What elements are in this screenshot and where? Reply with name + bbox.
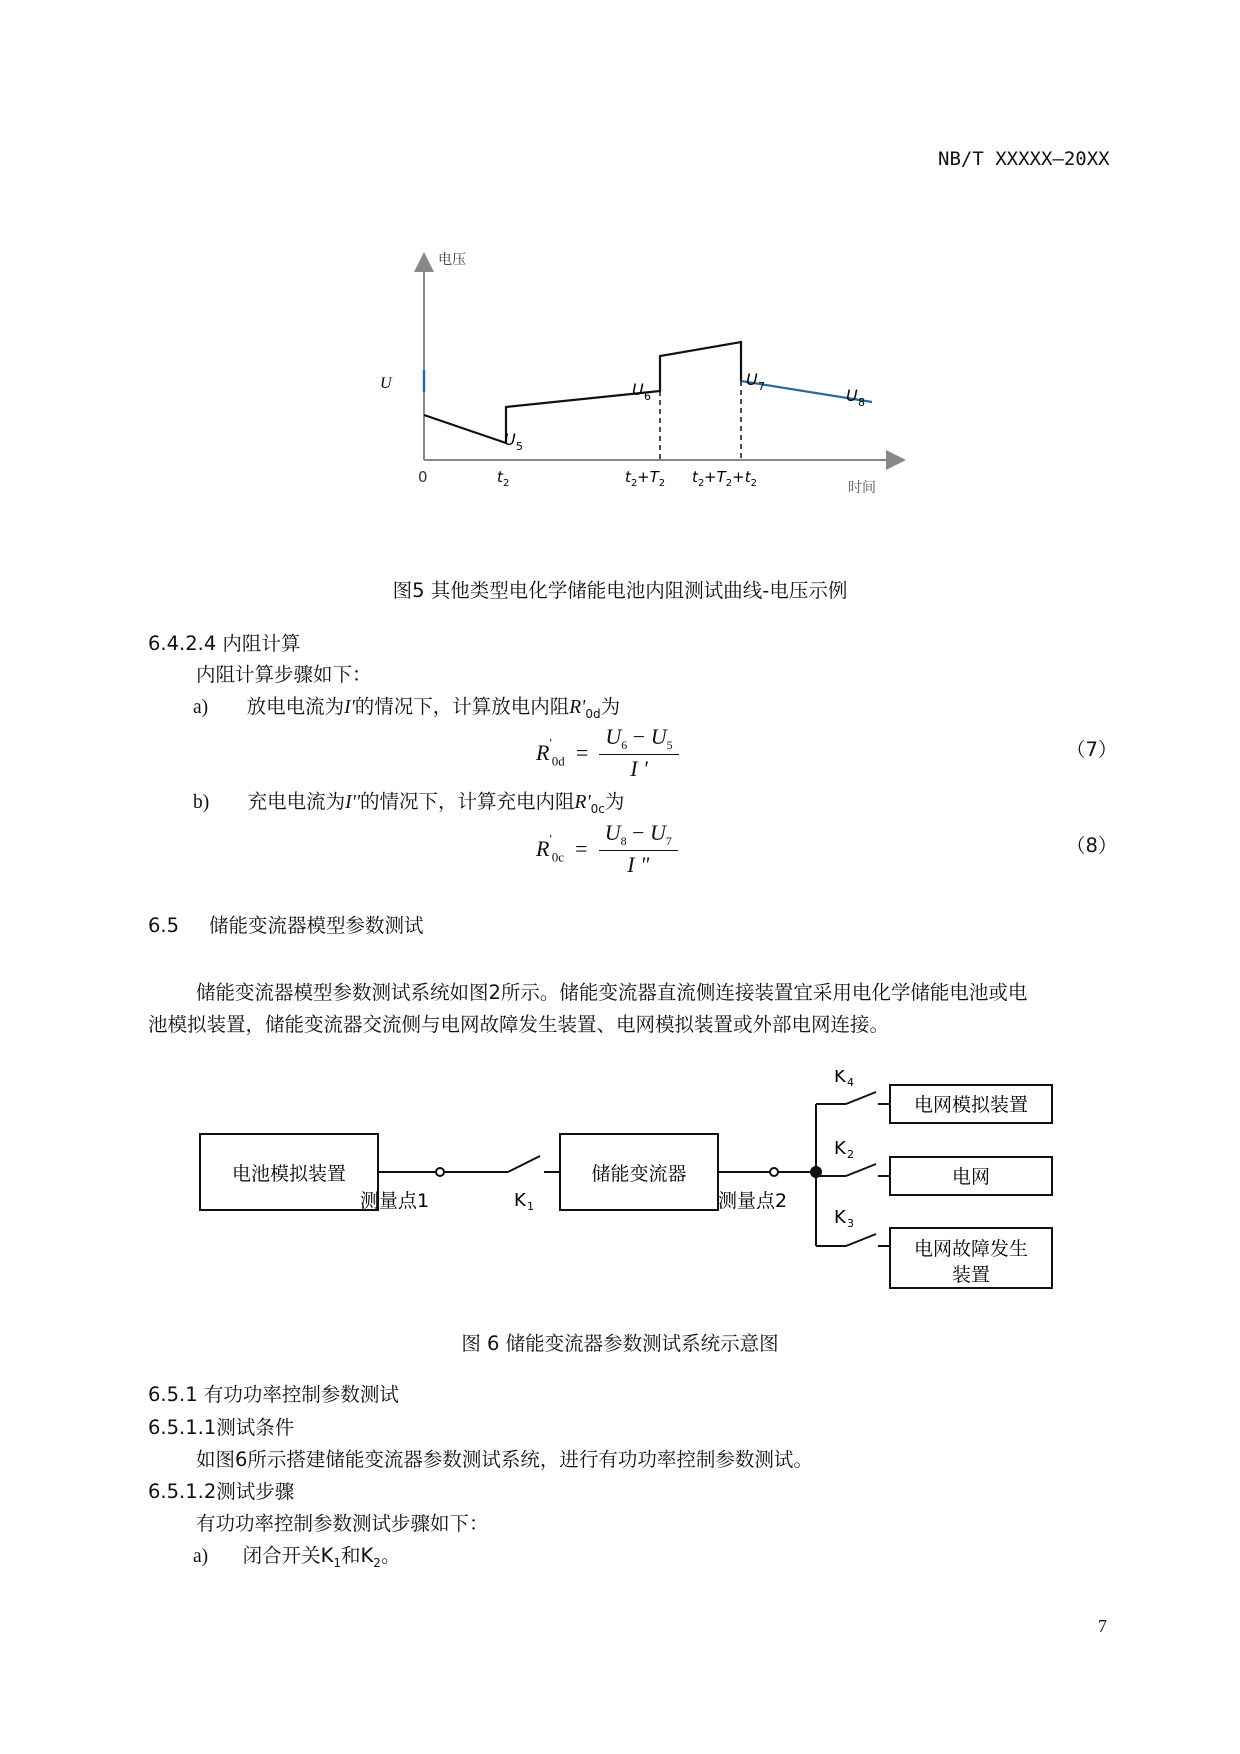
k3-sub: 3 bbox=[847, 1217, 854, 1230]
switch-k4 bbox=[846, 1092, 876, 1104]
section-6424-intro: 内阻计算步骤如下： bbox=[196, 663, 372, 686]
y-axis-label: 电压 bbox=[438, 252, 466, 268]
tick-t2T2-main: t bbox=[625, 468, 631, 486]
label-u8-sub: 8 bbox=[858, 396, 865, 409]
section-6424-heading: 6.4.2.4 内阻计算 bbox=[148, 632, 301, 655]
tick-t2T2t2-rest: $+T_2+t_2$ bbox=[704, 468, 757, 489]
converter-label: 储能变流器 bbox=[591, 1163, 687, 1185]
section-6512-heading: 6.5.1.2测试步骤 bbox=[148, 1480, 295, 1503]
voltage-curve bbox=[424, 342, 741, 443]
document-code: NB/T XXXXX—20XX bbox=[938, 148, 1110, 170]
tick-t2-main: t bbox=[497, 468, 503, 486]
equation-8-number: （8） bbox=[1066, 834, 1118, 857]
item-b-line: b) 充电电流为I''的情况下，计算充电内阻$R'_{0c}$为 bbox=[193, 790, 625, 816]
grid-sim-label: 电网模拟装置 bbox=[913, 1094, 1029, 1116]
section-65-heading: 6.5 储能变流器模型参数测试 bbox=[148, 914, 424, 937]
k1-label: K bbox=[514, 1190, 526, 1211]
label-u6-main: U bbox=[632, 380, 644, 399]
label-u5-main: U bbox=[504, 430, 516, 449]
equation-8: $R'_{0c}$ = $\frac{U_8 - U_7}{I "}$ bbox=[536, 820, 678, 878]
section-6511-text: 如图6所示搭建储能变流器参数测试系统，进行有功功率控制参数测试。 bbox=[196, 1448, 813, 1471]
tick-t2T2-rest: $+T_2$ bbox=[637, 468, 666, 489]
item-a-marker: a) bbox=[193, 697, 209, 718]
label-u7-sub: 7 bbox=[758, 380, 765, 393]
measure-point-1 bbox=[436, 1168, 444, 1176]
x-axis-label: 时间 bbox=[848, 480, 876, 496]
tick-t2T2t2-sub: 2 bbox=[698, 478, 705, 489]
tick-t2T2t2-main: t bbox=[692, 468, 698, 486]
fault-label-line2: 装置 bbox=[951, 1264, 991, 1286]
switch-k3 bbox=[846, 1234, 876, 1246]
section-65-paragraph-line2: 池模拟装置，储能变流器交流侧与电网故障发生装置、电网模拟装置或外部电网连接。 bbox=[148, 1013, 890, 1036]
origin-label: 0 bbox=[418, 468, 428, 486]
label-u: U bbox=[380, 375, 392, 392]
equation-7: $R'_{0d}$ = $\frac{U_6 - U_5}{I '}$ bbox=[536, 724, 679, 782]
section-651-heading: 6.5.1 有功功率控制参数测试 bbox=[148, 1383, 399, 1406]
label-u8-main: U bbox=[846, 386, 858, 405]
grid-label: 电网 bbox=[951, 1166, 991, 1188]
section-6512-text: 有功功率控制参数测试步骤如下： bbox=[196, 1512, 489, 1535]
item-b-marker: b) bbox=[193, 792, 210, 813]
page-number: 7 bbox=[1098, 1616, 1107, 1636]
switch-k2 bbox=[846, 1164, 876, 1176]
battery-sim-label: 电池模拟装置 bbox=[231, 1163, 347, 1185]
figure5-caption: 图5 其他类型电化学储能电池内阻测试曲线-电压示例 bbox=[392, 579, 848, 602]
k4-label: K bbox=[834, 1070, 846, 1087]
k1-sub: 1 bbox=[527, 1200, 534, 1213]
switch-k1 bbox=[508, 1156, 540, 1172]
label-u7-main: U bbox=[746, 370, 758, 389]
k4-sub: 4 bbox=[847, 1076, 854, 1089]
tick-t2T2-sub: 2 bbox=[631, 478, 638, 489]
point2-label: 测量点2 bbox=[718, 1190, 788, 1212]
measure-point-2 bbox=[770, 1168, 778, 1176]
k3-label: K bbox=[834, 1207, 846, 1228]
k2-label: K bbox=[834, 1138, 846, 1159]
figure6-caption: 图 6 储能变流器参数测试系统示意图 bbox=[461, 1332, 779, 1355]
k2-sub: 2 bbox=[847, 1148, 854, 1161]
label-u5-sub: 5 bbox=[516, 440, 523, 453]
item-a-line: a) 放电电流为I'的情况下，计算放电内阻$R'_{0d}$为 bbox=[193, 695, 621, 721]
equation-7-number: （7） bbox=[1066, 738, 1118, 761]
figure6-system-diagram bbox=[190, 1070, 1070, 1310]
section-6511-heading: 6.5.1.1测试条件 bbox=[148, 1416, 295, 1439]
figure5-voltage-chart bbox=[380, 250, 920, 510]
fault-label-line1: 电网故障发生 bbox=[913, 1238, 1029, 1260]
label-u6-sub: 6 bbox=[644, 390, 651, 403]
section-6512-item-a: a) 闭合开关$K_1$和$K_2$。 bbox=[193, 1544, 401, 1570]
point1-label: 测量点1 bbox=[360, 1190, 430, 1212]
tick-t2-sub: 2 bbox=[503, 478, 510, 489]
section-65-paragraph-line1: 储能变流器模型参数测试系统如图2所示。储能变流器直流侧连接装置宜采用电化学储能电池或电 bbox=[196, 981, 1028, 1004]
